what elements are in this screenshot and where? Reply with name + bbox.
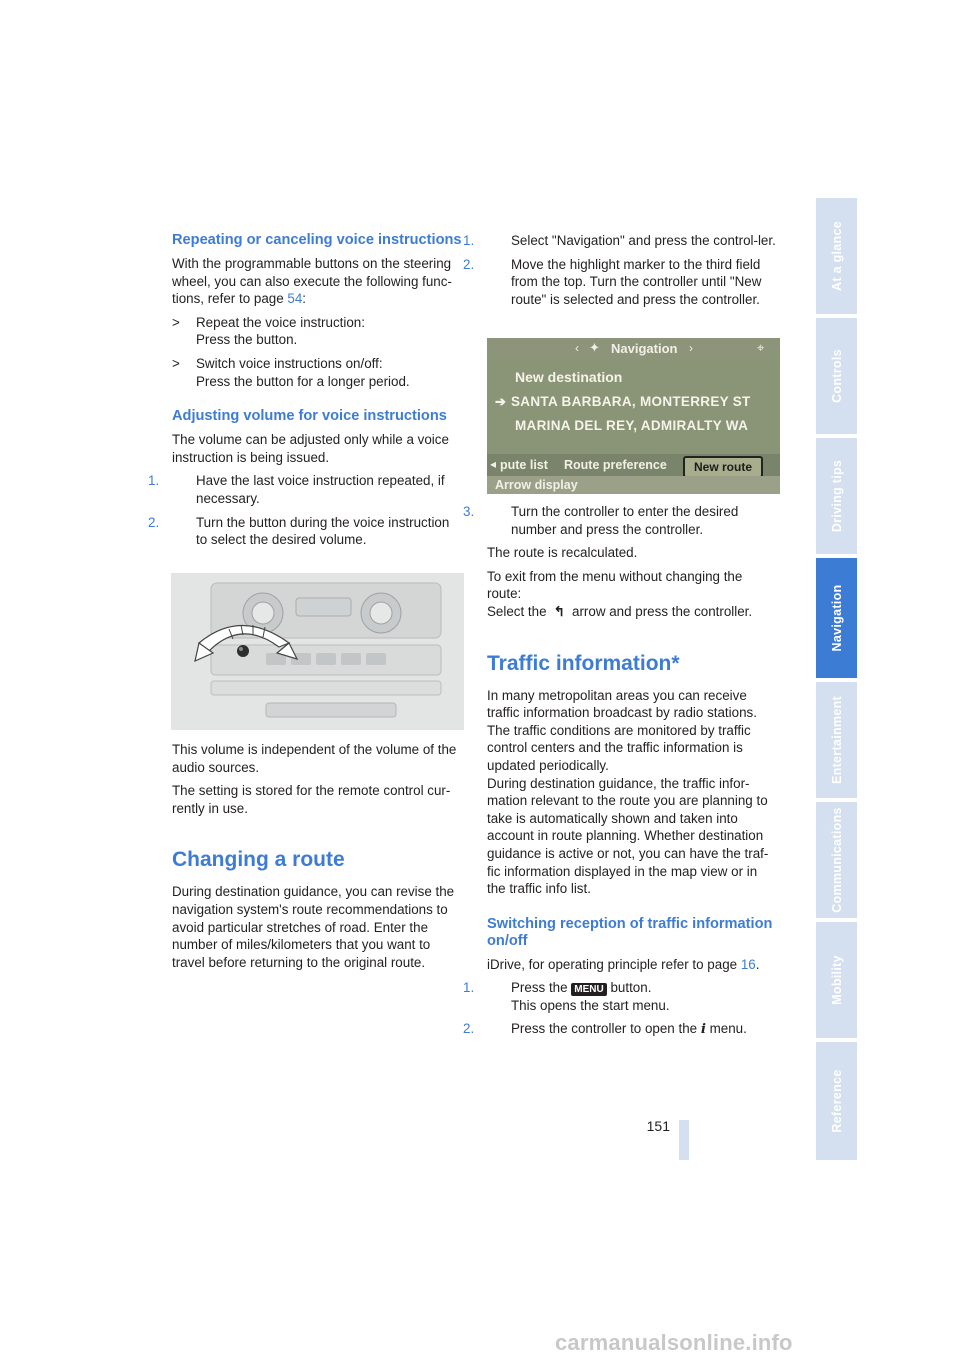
- tab-controls[interactable]: Controls: [816, 318, 857, 434]
- paragraph-exit: To exit from the menu without changing the route: Select the ↰ arrow and press the controller.: [487, 568, 753, 619]
- step-1-volume: 1. Have the last voice instruction repeated, if necessary.: [148, 473, 445, 506]
- paragraph-idrive: iDrive, for operating principle refer to page 16.: [487, 956, 760, 972]
- option-arrow-display[interactable]: Arrow display: [495, 478, 578, 492]
- info-icon: i: [700, 1021, 706, 1038]
- paragraph-repeat: With the programmable buttons on the steering wheel, you can also execute the following func-tions, refer to page 54:: [172, 256, 452, 307]
- right-column-top: [463, 232, 779, 314]
- footer-watermark[interactable]: carmanualsonline.info: [555, 1330, 793, 1355]
- screen-title-bar: [487, 338, 780, 360]
- menu-new-destination[interactable]: New destination: [515, 369, 623, 385]
- return-arrow-icon: ↰: [553, 603, 565, 619]
- paragraph-traffic-2: During destination guidance, the traffic infor-mation relevant to the route you are planning to take is automatically shown and taken into account in route planning. Whether destination guidance is active or not, you can have the traf-fic information displayed in the map view or in the traffic info list.: [487, 775, 769, 897]
- chevron-right-icon[interactable]: ›: [689, 341, 693, 355]
- paragraph-change-route: During destination guidance, you can revise the navigation system's route recommendations to avoid particular stretches of road. Enter the number of miles/kilometers that you want to travel before returning to the original route.: [172, 884, 455, 970]
- page-number-bar: [679, 1120, 689, 1160]
- screen-corner-icon: ⌖: [757, 340, 765, 355]
- step-2-volume: 2. Turn the button during the voice instruction to select the desired volume.: [148, 514, 450, 548]
- step-2-traffic: 2. Press the controller to open the i menu.: [463, 1021, 747, 1038]
- bullet-switch: > Switch voice instructions on/off: Press the button for a longer period.: [172, 355, 410, 389]
- tab-at-a-glance[interactable]: At a glance: [816, 198, 857, 314]
- tab-entertainment[interactable]: Entertainment: [816, 682, 857, 798]
- section-tabs: [816, 198, 857, 1160]
- satellite-icon: ✦: [589, 340, 600, 355]
- screen-bottom-bar: [487, 476, 780, 494]
- route-arrow-icon: ➔: [495, 394, 506, 409]
- menu-destination-marina[interactable]: MARINA DEL REY, ADMIRALTY WA: [515, 418, 749, 433]
- page-link-16[interactable]: 16: [740, 956, 756, 972]
- option-route-preference[interactable]: Route preference: [564, 458, 667, 472]
- step-1-traffic: 1. Press the MENU button. This opens the start menu.: [463, 980, 670, 1013]
- step-3-navigation: 3. Turn the controller to enter the desired number and press the controller.: [463, 504, 739, 537]
- bullet-repeat: > Repeat the voice instruction: Press the button.: [172, 314, 365, 348]
- heading-adjust-volume: Adjusting volume for voice instructions: [172, 408, 447, 425]
- heading-changing-route: Changing a route: [172, 848, 345, 872]
- step-2-navigation: 2. Move the highlight marker to the third field from the top. Turn the controller until "New route" is selected and press the controller.: [463, 256, 762, 307]
- dashboard-volume-illustration: [171, 573, 464, 730]
- page-link-54[interactable]: 54: [287, 291, 303, 307]
- menu-destination-santa-barbara[interactable]: SANTA BARBARA, MONTERREY ST: [511, 394, 751, 409]
- heading-traffic-information: Traffic information*: [487, 651, 680, 675]
- tab-communications[interactable]: Communications: [816, 802, 857, 918]
- right-column-middle: [463, 503, 779, 1045]
- menu-button-icon: MENU: [571, 983, 606, 996]
- tab-mobility[interactable]: Mobility: [816, 922, 857, 1038]
- left-column-lower: [172, 741, 464, 977]
- back-arrow-icon[interactable]: ◂: [490, 457, 497, 471]
- paragraph-stored: The setting is stored for the remote control cur-rently in use.: [172, 783, 451, 816]
- dashboard-drawing: [171, 573, 464, 730]
- heading-switching-reception: Switching reception of traffic information on/off: [487, 915, 773, 949]
- left-column: [148, 232, 464, 555]
- chevron-left-icon[interactable]: ‹: [575, 341, 579, 355]
- option-new-route-selected[interactable]: New route: [683, 456, 763, 478]
- tab-driving-tips[interactable]: Driving tips: [816, 438, 857, 554]
- paragraph-volume: The volume can be adjusted only while a voice instruction is being issued.: [172, 432, 449, 465]
- paragraph-traffic: In many metropolitan areas you can receive traffic information broadcast by radio stations. The traffic conditions are monitored by traffic control centers and the traffic information is updated periodically.: [487, 687, 757, 773]
- heading-repeating-voice: Repeating or canceling voice instructions: [172, 232, 462, 248]
- screen-title: Navigation: [611, 341, 678, 356]
- page-number: 151: [646, 1118, 670, 1134]
- tab-reference[interactable]: Reference: [816, 1042, 857, 1160]
- tab-navigation[interactable]: Navigation: [816, 558, 857, 678]
- paragraph-independent: This volume is independent of the volume of the audio sources.: [172, 742, 457, 775]
- navigation-screen: [487, 338, 780, 494]
- step-1-navigation: 1. Select "Navigation" and press the control-ler.: [463, 233, 776, 248]
- paragraph-recalculated: The route is recalculated.: [487, 545, 638, 561]
- option-route-list[interactable]: pute list: [500, 458, 548, 472]
